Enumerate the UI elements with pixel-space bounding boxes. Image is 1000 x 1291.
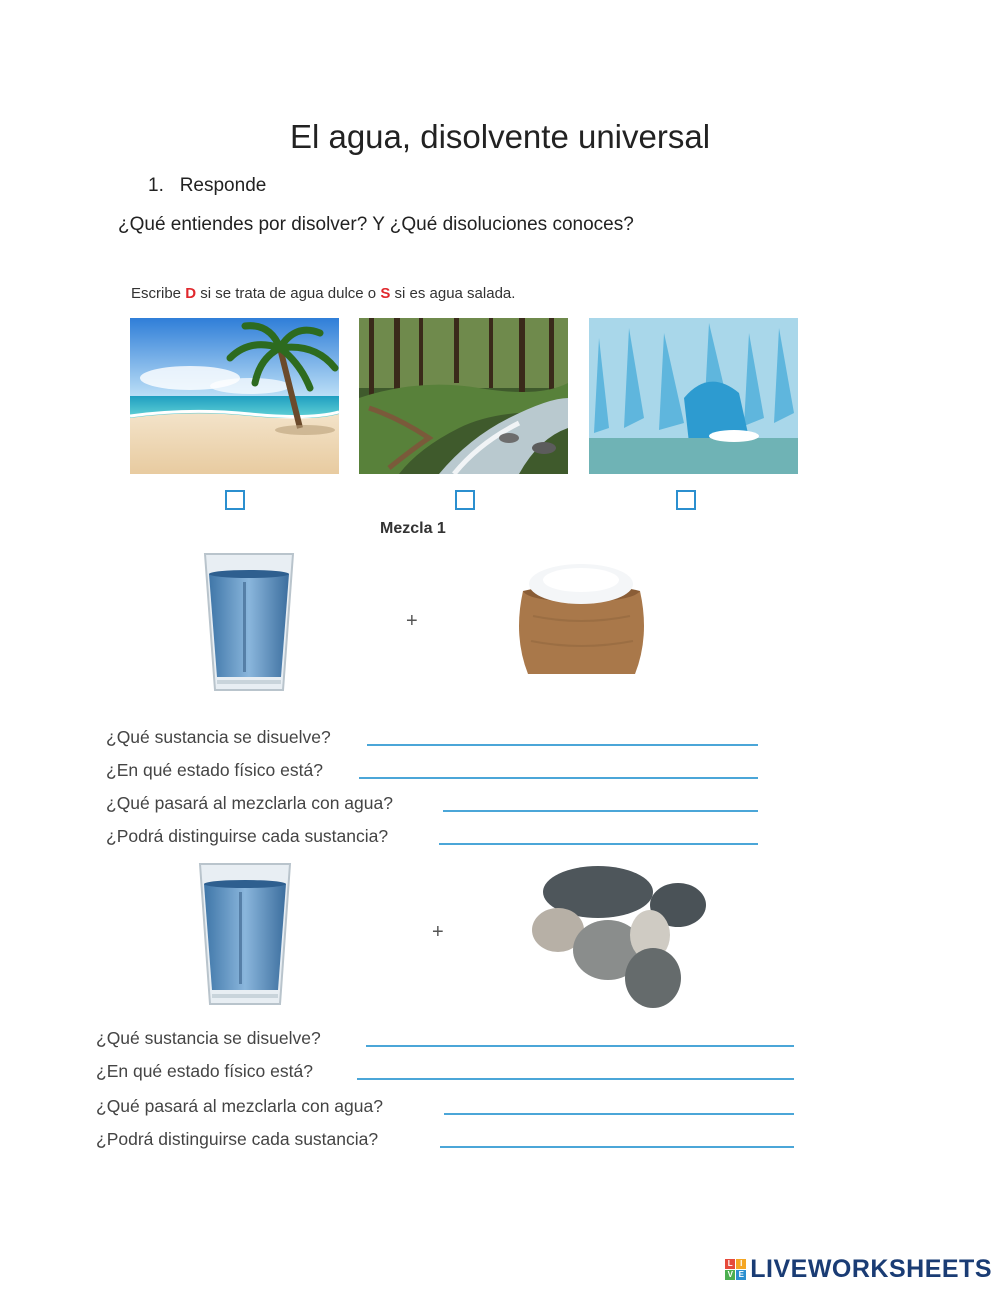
mix2-answer-1[interactable] <box>366 1045 794 1047</box>
section-heading <box>148 175 266 197</box>
answer-checkbox-glacier[interactable] <box>676 490 696 510</box>
water-glass-image <box>203 552 295 699</box>
mix2-answer-4[interactable] <box>440 1146 794 1148</box>
mix1-question-2: ¿En qué estado físico está? <box>106 760 323 780</box>
mix1-answer-2[interactable] <box>359 777 758 779</box>
answer-checkbox-beach[interactable] <box>225 490 245 510</box>
main-question: ¿Qué entiendes por disolver? Y ¿Qué disoluciones conoces? <box>118 214 634 235</box>
mix1-answer-3[interactable] <box>443 810 758 812</box>
mix2-question-1: ¿Qué sustancia se disuelve? <box>96 1028 321 1048</box>
mix1-question-1: ¿Qué sustancia se disuelve? <box>106 727 331 747</box>
plus-sign: + <box>406 610 418 632</box>
plus-sign-2: + <box>432 921 444 943</box>
page-title: El agua, disolvente universal <box>289 118 711 155</box>
river-photo <box>359 318 568 474</box>
mix1-answer-1[interactable] <box>367 744 758 746</box>
section-number: 1. <box>148 175 164 196</box>
mix1-answer-4[interactable] <box>439 843 758 845</box>
mix2-question-3: ¿Qué pasará al mezclarla con agua? <box>96 1096 383 1116</box>
mix2-question-2: ¿En qué estado físico está? <box>96 1061 313 1081</box>
glacier-photo <box>589 318 798 474</box>
brand-name: LIVEWORKSHEETS <box>750 1255 992 1283</box>
water-glass-image-2 <box>198 862 292 1013</box>
stones-image <box>528 860 710 1015</box>
footer-brand <box>725 1255 992 1284</box>
brand-logo-icon: L I V E <box>725 1259 746 1280</box>
beach-photo <box>130 318 339 474</box>
section-label: Responde <box>179 175 267 196</box>
mix2-question-4: ¿Podrá distinguirse cada sustancia? <box>96 1129 379 1149</box>
mix2-answer-2[interactable] <box>357 1078 794 1080</box>
letter-d: D <box>185 285 197 302</box>
mix1-question-3: ¿Qué pasará al mezclarla con agua? <box>106 793 393 813</box>
mix2-answer-3[interactable] <box>444 1113 794 1115</box>
mix1-label: Mezcla 1 <box>380 520 446 537</box>
answer-checkbox-river[interactable] <box>455 490 475 510</box>
instruction: Escribe D si se trata de agua dulce o S si es agua salada. <box>131 285 516 302</box>
mix1-question-4: ¿Podrá distinguirse cada sustancia? <box>106 826 389 846</box>
salt-sack-image <box>513 556 650 685</box>
letter-s: S <box>380 285 391 302</box>
